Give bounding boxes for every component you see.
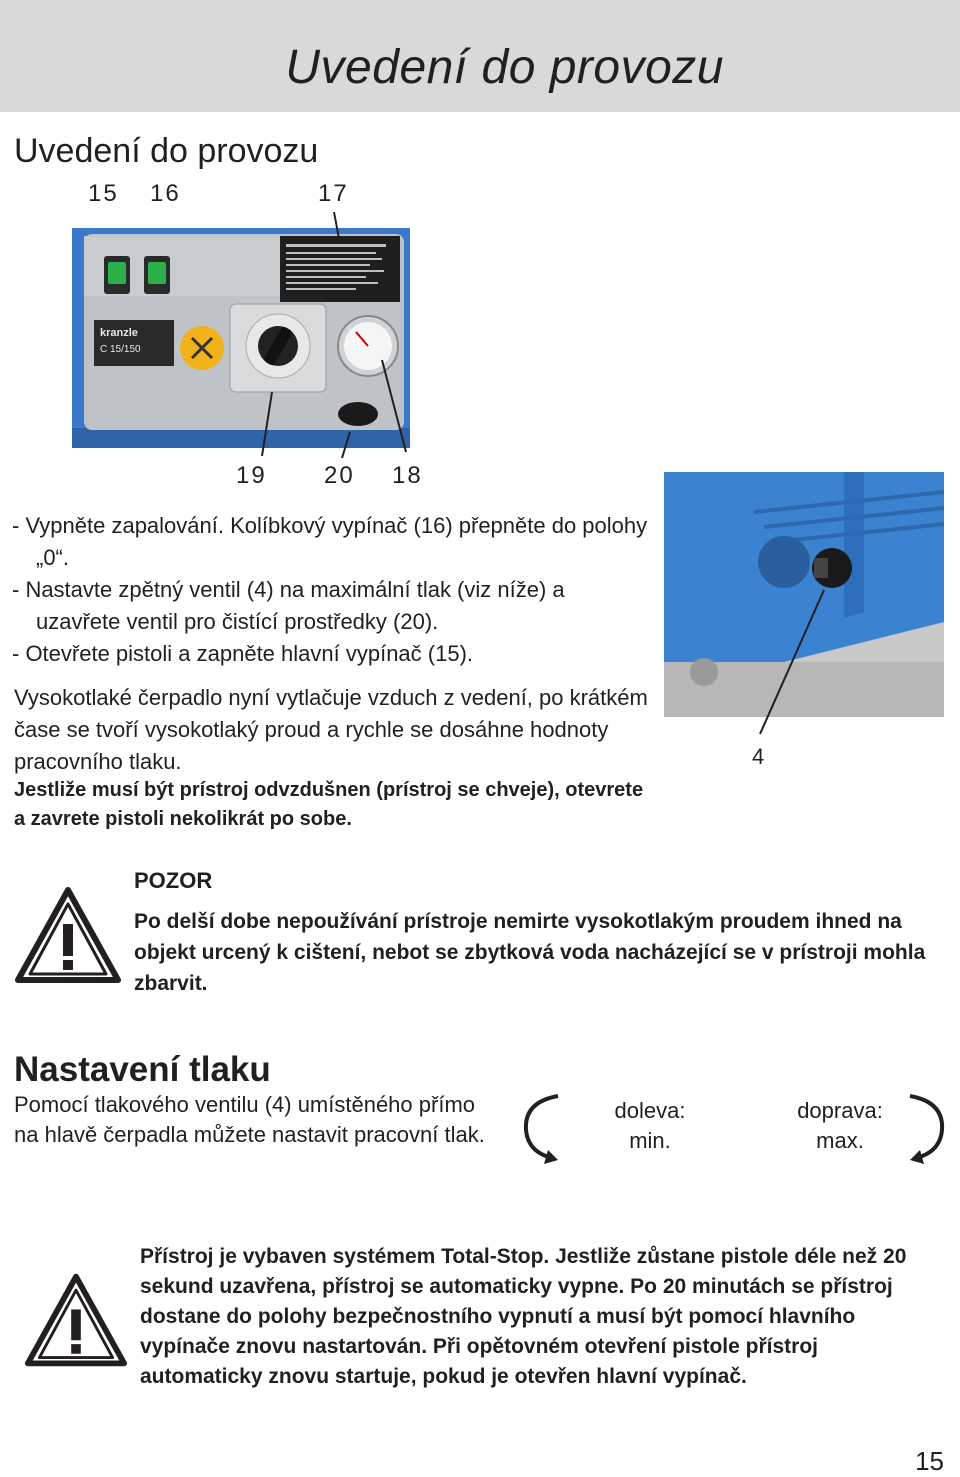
instruction-list	[12, 510, 652, 670]
pressure-text: Pomocí tlakového ventilu (4) umístěného přímo na hlavě čerpadla můžete nastavit pracovní tlak.	[14, 1092, 485, 1147]
page-number: 15	[915, 1446, 944, 1476]
callout-15: 15	[88, 180, 119, 207]
rotate-left-icon	[518, 1090, 578, 1166]
page-header-title: Uvedení do provozu	[285, 41, 724, 94]
callout-17: 17	[318, 180, 349, 207]
rotate-left-label-line2: min.	[629, 1128, 671, 1153]
brand-text-2: C 15/150	[100, 344, 141, 355]
rotate-left-label-line1: doleva:	[614, 1098, 686, 1123]
valve-leader-line	[750, 588, 830, 738]
pump-paragraph: Vysokotlaké čerpadlo nyní vytlačuje vzduch z vedení, po krátkém čase se tvoří vysokotlaký proud a rychle se dosáhne hodnoty pracovního tlaku.	[14, 685, 648, 774]
rotate-right-label-line1: doprava:	[797, 1098, 883, 1123]
brand-text-1: kranzle	[100, 327, 138, 339]
rotate-right-icon	[890, 1090, 950, 1166]
section-title: Uvedení do provozu	[14, 132, 319, 170]
warning-triangle-icon	[14, 886, 122, 986]
callout-18: 18	[392, 462, 423, 489]
instruction-item: - Vypněte zapalování. Kolíbkový vypínač (16) přepněte do polohy „0“.	[12, 513, 648, 570]
rotate-right-label-line2: max.	[816, 1128, 864, 1153]
venting-paragraph: Jestliže musí být prístroj odvzdušnen (prístroj se chveje), otevrete a zavrete pistoli nekolikrát po sobe.	[14, 779, 644, 830]
valve-label: 4	[752, 744, 765, 769]
callout-20: 20	[324, 462, 355, 489]
instruction-item: - Otevřete pistoli a zapněte hlavní vypínač (15).	[12, 641, 474, 666]
callout-leader-lines	[0, 0, 960, 480]
callout-16: 16	[150, 180, 181, 207]
warning-title: POZOR	[134, 868, 213, 893]
instruction-item: - Nastavte zpětný ventil (4) na maximální tlak (viz níže) a uzavřete ventil pro čistící prostředky (20).	[12, 577, 565, 634]
warning-text: Po delší dobe nepoužívání prístroje nemirte vysokotlakým proudem ihned na objekt urcený k cištení, nebot se zbytková voda nacházející se v prístroji mohla zbarvit.	[134, 910, 926, 995]
callout-19: 19	[236, 462, 267, 489]
rotate-left-label	[570, 1096, 730, 1156]
pressure-heading: Nastavení tlaku	[14, 1050, 271, 1089]
total-stop-text: Přístroj je vybaven systémem Total-Stop. Jestliže zůstane pistole déle než 20 sekund uzavřena, přístroj se automaticky vypne. Po 20 minutách se přístroj dostane do polohy bezpečnostního vypnutí a musí být pomocí hlavního vypínače znovu nastartován. Při opětovném otevření pistole přístroj automaticky znovu startuje, pokud je otevřen hlavní vypínač.	[140, 1245, 907, 1388]
warning-triangle-icon	[24, 1272, 128, 1370]
